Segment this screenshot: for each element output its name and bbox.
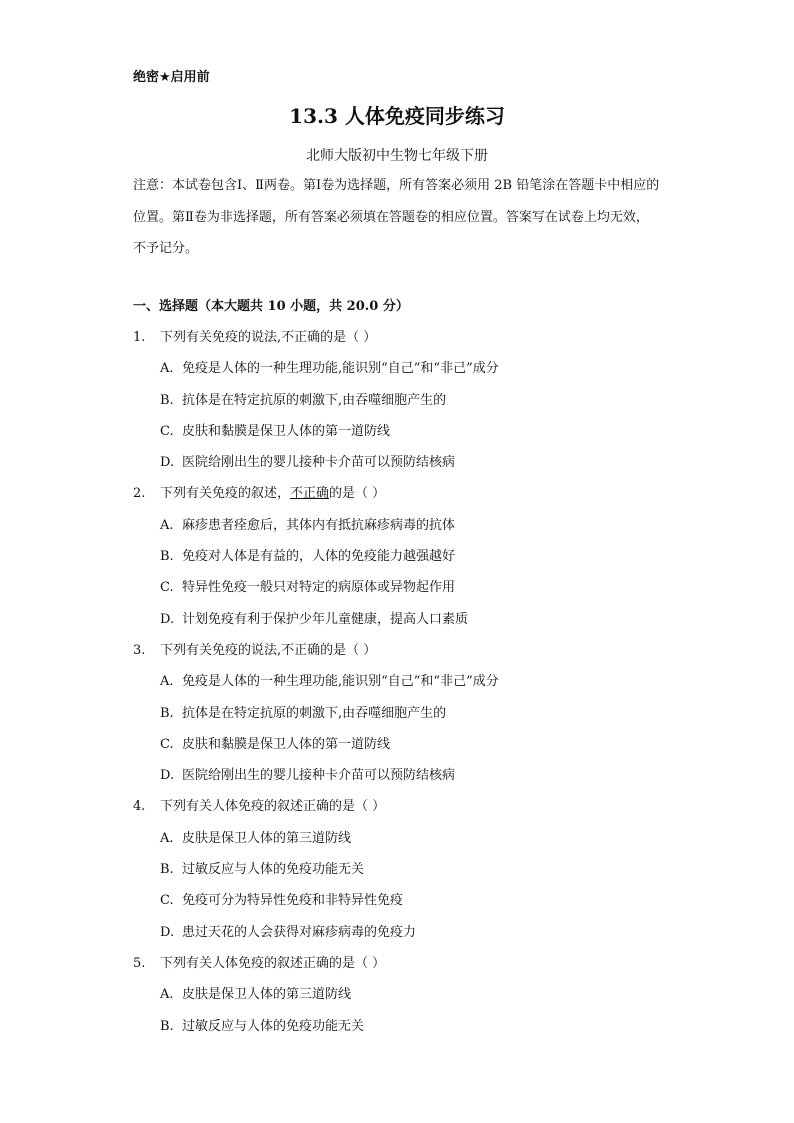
- option: [133, 917, 673, 948]
- option: [133, 572, 673, 603]
- option-text: 计划免疫有利于保护少年儿童健康，提高人口素质: [182, 611, 469, 627]
- question-text-underlined: 不正确: [290, 486, 330, 502]
- option-letter: A.: [160, 674, 174, 690]
- option-text: 免疫是人体的一种生理功能,能识别“自己”和“非己”成分: [182, 361, 499, 377]
- question-text-pre: 下列有关免疫的叙述，: [160, 486, 291, 502]
- option-letter: B.: [160, 862, 174, 878]
- option-text: 患过天花的人会获得对麻疹病毒的免疫力: [182, 924, 417, 940]
- option: [133, 854, 673, 885]
- option-letter: A.: [160, 830, 174, 846]
- question-number: 2.: [133, 486, 146, 502]
- question-number: 3.: [133, 642, 146, 658]
- question-text-post: 的是（ ）: [329, 486, 386, 502]
- option-text: 特异性免疫一般只对特定的病原体或异物起作用: [182, 580, 456, 596]
- question-text: 下列有关免疫的说法,不正确的是（ ）: [160, 330, 377, 345]
- option: [133, 416, 673, 447]
- option-letter: A.: [160, 987, 174, 1003]
- option-text: 皮肤和黏膜是保卫人体的第一道防线: [182, 736, 391, 752]
- question-number: 4.: [133, 799, 146, 815]
- option: [133, 698, 673, 729]
- question-number: 1.: [133, 330, 146, 345]
- option-text: 抗体是在特定抗原的刺激下,由吞噬细胞产生的: [182, 392, 447, 408]
- option-letter: D.: [160, 611, 175, 627]
- option-text: 免疫对人体是有益的，人体的免疫能力越强越好: [182, 549, 456, 565]
- option-letter: B.: [160, 392, 174, 408]
- option: [133, 447, 673, 478]
- option: [133, 979, 673, 1010]
- option-letter: B.: [160, 705, 174, 721]
- exam-notice: 注意：本试卷包含Ⅰ、Ⅱ两卷。第Ⅰ卷为选择题，所有答案必须用 2B 铅笔涂在答题卡中相应的位置。第Ⅱ卷为非选择题，所有答案必须填在答题卷的相应位置。答案写在试卷上均无效，不予记分。: [133, 178, 660, 256]
- question-text: 下列有关人体免疫的叙述正确的是（ ）: [160, 955, 386, 971]
- option: [133, 353, 673, 384]
- option-letter: C.: [160, 423, 174, 439]
- question-stem: [133, 791, 673, 822]
- option-text: 皮肤是保卫人体的第三道防线: [182, 830, 352, 846]
- option-letter: C.: [160, 736, 174, 752]
- option-letter: D.: [160, 455, 175, 471]
- option: [133, 823, 673, 854]
- option-text: 麻疹患者痊愈后，其体内有抵抗麻疹病毒的抗体: [182, 517, 456, 533]
- secret-label: 绝密★启用前: [133, 70, 210, 85]
- option-text: 免疫可分为特异性免疫和非特异性免疫: [182, 893, 404, 909]
- option-text: 皮肤是保卫人体的第三道防线: [182, 987, 352, 1003]
- option-text: 过敏反应与人体的免疫功能无关: [182, 1018, 365, 1034]
- option-text: 医院给刚出生的婴儿接种卡介苗可以预防结核病: [182, 768, 456, 784]
- option-letter: B.: [160, 549, 174, 565]
- option-text: 抗体是在特定抗原的刺激下,由吞噬细胞产生的: [182, 705, 447, 721]
- question-text: 下列有关免疫的说法,不正确的是（ ）: [160, 642, 377, 658]
- option: [133, 729, 673, 760]
- option-text: 皮肤和黏膜是保卫人体的第一道防线: [182, 423, 391, 439]
- page-title: 13.3 人体免疫同步练习: [289, 104, 505, 128]
- question-number: 5.: [133, 955, 146, 971]
- option-letter: D.: [160, 924, 175, 940]
- option: [133, 510, 673, 541]
- option-text: 过敏反应与人体的免疫功能无关: [182, 862, 365, 878]
- option: [133, 1011, 673, 1042]
- option-letter: D.: [160, 768, 175, 784]
- section-title: 一、选择题（本大题共 10 小题，共 20.0 分）: [133, 299, 409, 314]
- option-text: 免疫是人体的一种生理功能,能识别“自己”和“非己”成分: [182, 674, 499, 690]
- option: [133, 666, 673, 697]
- question-stem: [133, 322, 673, 353]
- question-stem: [133, 948, 673, 979]
- option: [133, 885, 673, 916]
- option: [133, 604, 673, 635]
- option: [133, 760, 673, 791]
- option-text: 医院给刚出生的婴儿接种卡介苗可以预防结核病: [182, 455, 456, 471]
- page-subtitle: 北师大版初中生物七年级下册: [306, 148, 488, 164]
- option-letter: C.: [160, 580, 174, 596]
- option: [133, 385, 673, 416]
- option: [133, 541, 673, 572]
- question-list: [133, 322, 673, 1042]
- option-letter: A.: [160, 361, 174, 377]
- question-text: 下列有关人体免疫的叙述正确的是（ ）: [160, 799, 386, 815]
- option-letter: C.: [160, 893, 174, 909]
- question-stem: [133, 635, 673, 666]
- question-stem: [133, 478, 673, 509]
- option-letter: A.: [160, 517, 174, 533]
- option-letter: B.: [160, 1018, 174, 1034]
